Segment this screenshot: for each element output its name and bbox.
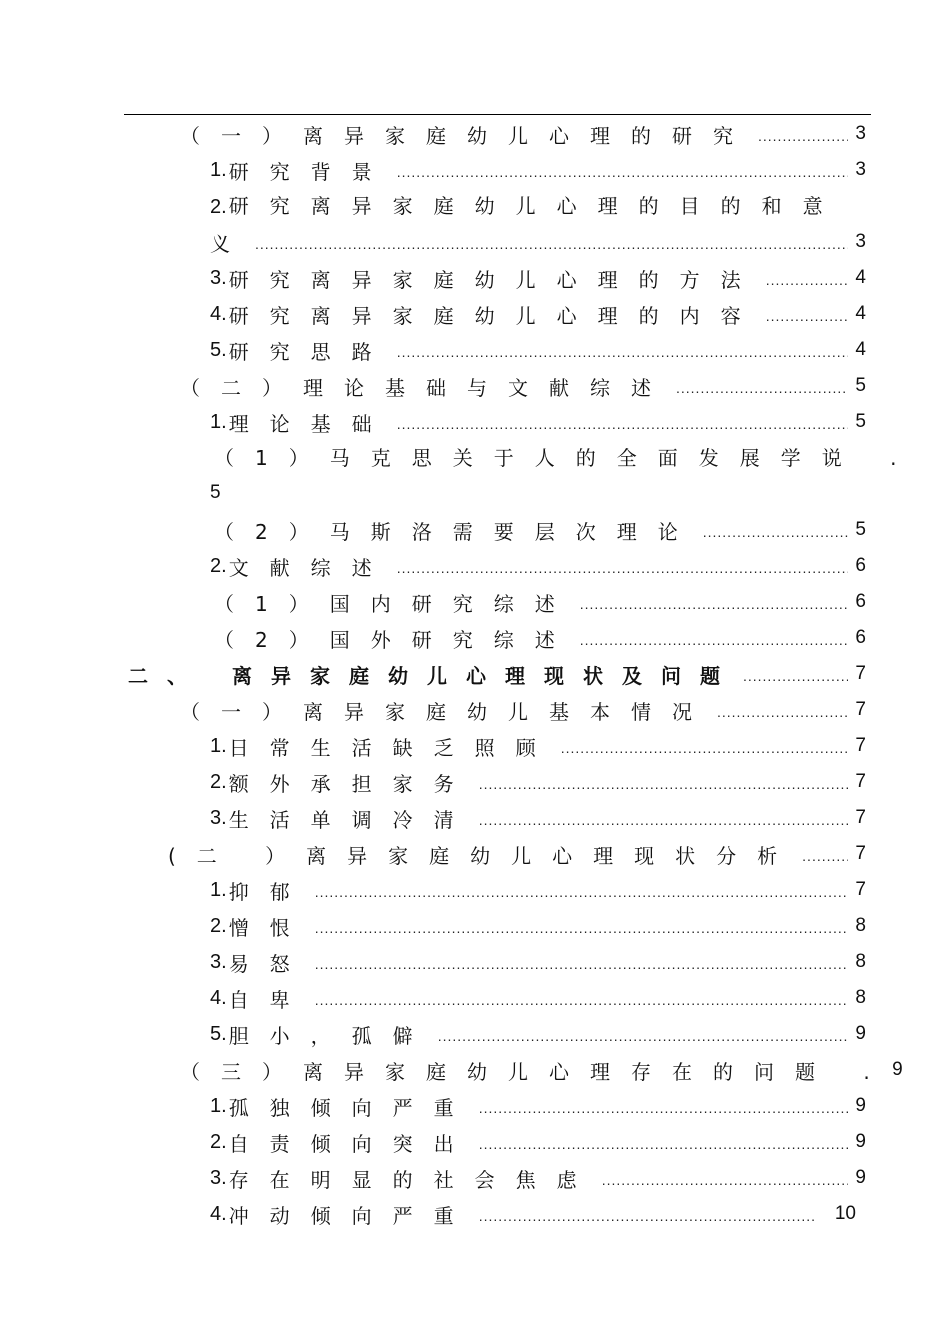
toc-entry[interactable] — [210, 1196, 856, 1232]
toc-page-number: 7 — [855, 699, 866, 720]
toc-chapter-entry[interactable] — [128, 656, 866, 692]
dot-leader — [315, 884, 848, 908]
toc-entry-label: （二）理论基础与文献综述 — [180, 375, 672, 400]
toc-entry-label: 文献综述 — [228, 555, 393, 580]
toc-entry-label: 孤独倾向严重 — [228, 1095, 475, 1120]
toc-page-number: 7 — [855, 843, 866, 864]
dot-leader — [438, 1028, 848, 1052]
dot-leader — [479, 812, 848, 836]
dot-leader — [397, 560, 848, 584]
dot-leader — [758, 128, 848, 152]
toc-entry-number: 1. — [210, 410, 227, 433]
toc-page-number: 3 — [855, 123, 866, 144]
toc-page-number: 9 — [855, 1167, 866, 1188]
toc-page-number: 7 — [855, 807, 866, 828]
toc-entry-label: （一）离异家庭幼儿基本情况 — [180, 699, 713, 724]
toc-entry-number: 3. — [210, 266, 227, 289]
toc-entry-label: 抑郁 — [228, 879, 311, 904]
toc-entry-label: 研究思路 — [228, 339, 393, 364]
toc-entry-number: 1. — [210, 734, 227, 757]
toc-entry[interactable] — [210, 1124, 866, 1160]
toc-entry-label: （一）离异家庭幼儿心理的研究 — [180, 123, 754, 148]
toc-entry-label: 存在明显的社会焦虑 — [228, 1167, 598, 1192]
toc-entry-label: 自责倾向突出 — [228, 1131, 475, 1156]
toc-entry[interactable] — [210, 764, 866, 800]
toc-entry[interactable] — [210, 908, 866, 944]
toc-entry-label: 研究背景 — [228, 159, 393, 184]
toc-page-number: 6 — [855, 591, 866, 612]
toc-page-number: 5 — [855, 519, 866, 540]
toc-page-number: 6 — [855, 627, 866, 648]
toc-entry-label: 额外承担家务 — [228, 771, 475, 796]
toc-entry[interactable] — [210, 1016, 866, 1052]
toc-entry-label: （1）国内研究综述 — [214, 591, 576, 616]
toc-page-number: 4 — [855, 303, 866, 324]
toc-entry-number: 5. — [210, 338, 227, 361]
toc-entry[interactable] — [210, 728, 866, 764]
dot-leader — [766, 272, 848, 296]
toc-entry[interactable] — [210, 188, 844, 225]
toc-entry-label: 日常生活缺乏照顾 — [228, 735, 557, 760]
toc-entry[interactable] — [210, 1160, 866, 1196]
toc-entry-label: (二 ）离异家庭幼儿心理现状分析 — [168, 843, 799, 868]
toc-entry-label: 自卑 — [228, 987, 311, 1012]
toc-page-number: 8 — [855, 915, 866, 936]
toc-entry[interactable] — [210, 980, 866, 1016]
toc-entry[interactable] — [180, 116, 866, 152]
toc-page-number: 9 — [855, 1023, 866, 1044]
toc-entry-label: （三）离异家庭幼儿心理存在的问题 . — [180, 1059, 891, 1084]
toc-entry-label: 胆小，孤僻 — [228, 1023, 434, 1048]
toc-entry[interactable] — [180, 368, 866, 404]
dot-leader — [315, 920, 848, 944]
toc-entry[interactable] — [210, 1088, 866, 1124]
dot-leader — [802, 848, 848, 872]
toc-entry-label: （1）马克思关于人的全面发展学说 . — [214, 446, 918, 470]
toc-entry-label: 生活单调冷清 — [228, 807, 475, 832]
toc-entry-label: 义 — [210, 231, 251, 256]
toc-page-number: 9 — [855, 1131, 866, 1152]
toc-page-number: 7 — [855, 771, 866, 792]
toc-entry-label: 研究离异家庭幼儿心理的目的和意 — [228, 194, 844, 218]
toc-page-number: 8 — [855, 987, 866, 1008]
dot-leader — [479, 1136, 848, 1160]
toc-page-number: 9 — [892, 1059, 903, 1080]
toc-entry[interactable] — [210, 404, 866, 440]
toc-entry[interactable] — [210, 872, 866, 908]
toc-entry-label: （2）国外研究综述 — [214, 627, 576, 652]
dot-leader — [397, 344, 848, 368]
toc-entry-number: 5. — [210, 1022, 227, 1045]
dot-leader — [561, 740, 848, 764]
dot-leader — [766, 308, 848, 332]
toc-page-number: 7 — [855, 735, 866, 756]
dot-leader — [703, 524, 848, 548]
toc-entry-label: 理论基础 — [228, 411, 393, 436]
toc-entry[interactable] — [214, 512, 866, 548]
dot-leader — [580, 632, 848, 656]
toc-entry[interactable] — [210, 548, 866, 584]
dot-leader — [479, 1100, 848, 1124]
toc-page-number: 3 — [855, 159, 866, 180]
toc-page-number: 8 — [855, 951, 866, 972]
toc-entry-label: 易怒 — [228, 951, 311, 976]
dot-leader — [479, 776, 848, 800]
toc-entry-number: 4. — [210, 986, 227, 1009]
toc-page-number: 4 — [855, 267, 866, 288]
dot-leader — [315, 956, 848, 980]
toc-entry-number: 1. — [210, 1094, 227, 1117]
toc-entry-number: 1. — [210, 158, 227, 181]
toc-entry[interactable] — [210, 152, 866, 188]
toc-entry[interactable] — [214, 440, 917, 476]
toc-entry[interactable] — [214, 584, 866, 620]
dot-leader — [397, 416, 848, 440]
toc-entry-number: 2. — [210, 554, 227, 577]
toc-entry-label: （2）马斯洛需要层次理论 — [214, 519, 699, 544]
dot-leader — [397, 164, 848, 188]
toc-entry[interactable] — [214, 620, 866, 656]
toc-page-number: 3 — [855, 231, 866, 252]
toc-page-number: 6 — [855, 555, 866, 576]
toc-entry-number: 2. — [210, 196, 227, 218]
dot-leader — [602, 1172, 848, 1196]
toc-page-number: 10 — [834, 1203, 856, 1224]
toc-page-number: 7 — [855, 879, 866, 900]
dot-leader — [255, 236, 848, 260]
toc-entry[interactable] — [210, 800, 866, 836]
toc-page-number: 4 — [855, 339, 866, 360]
dot-leader — [315, 992, 848, 1016]
toc-entry-number: 4. — [210, 302, 227, 325]
toc-page-number: 5 — [855, 411, 866, 432]
toc-entry-label: 研究离异家庭幼儿心理的方法 — [228, 267, 762, 292]
toc-entry-label: 研究离异家庭幼儿心理的内容 — [228, 303, 762, 328]
toc-page-number: 5 — [855, 375, 866, 396]
toc-page-number: 5 — [210, 482, 221, 503]
toc-entry[interactable] — [180, 1052, 903, 1088]
toc-entry-number: 4. — [210, 1202, 227, 1225]
toc-entry[interactable] — [168, 836, 866, 872]
toc-entry[interactable] — [210, 944, 866, 980]
toc-entry-number: 1. — [210, 878, 227, 901]
toc-entry-number: 2. — [210, 914, 227, 937]
toc-page-number: 9 — [855, 1095, 866, 1116]
toc-entry[interactable] — [210, 260, 866, 296]
toc-entry-number: 3. — [210, 950, 227, 973]
toc-entry-number: 3. — [210, 806, 227, 829]
dot-leader — [717, 704, 848, 728]
toc-entry[interactable] — [180, 692, 866, 728]
dot-leader — [676, 380, 848, 404]
toc-page-number: 7 — [855, 663, 866, 684]
toc-entry-number: 2. — [210, 770, 227, 793]
dot-leader — [743, 668, 848, 692]
toc-entry-label: 二、 离异家庭幼儿心理现状及问题 — [128, 663, 739, 688]
toc-entry-label: 冲动倾向严重 — [228, 1203, 475, 1228]
toc-entry-continued[interactable] — [210, 224, 866, 260]
dot-leader — [580, 596, 848, 620]
toc-entry-number: 3. — [210, 1166, 227, 1189]
toc-entry-number: 2. — [210, 1130, 227, 1153]
dot-leader — [479, 1208, 815, 1232]
toc-entry[interactable] — [210, 332, 866, 368]
toc-entry-label: 憎恨 — [228, 915, 311, 940]
toc-entry[interactable] — [210, 296, 866, 332]
